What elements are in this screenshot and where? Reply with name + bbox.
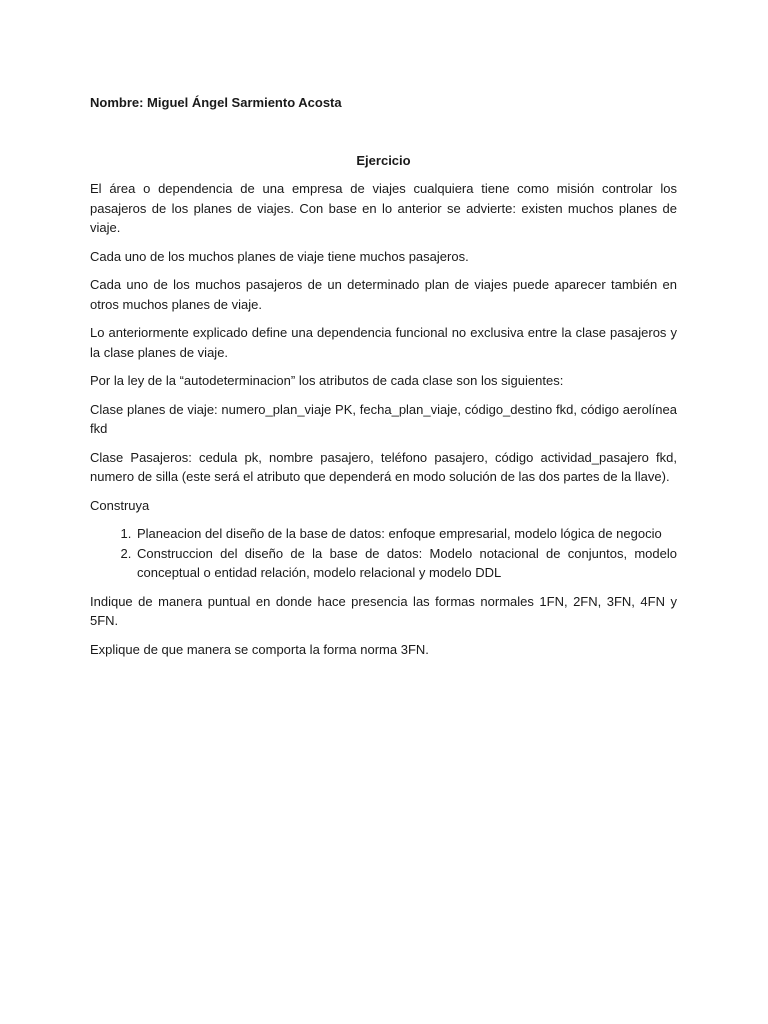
paragraph-passengers-plans: Cada uno de los muchos pasajeros de un determinado plan de viajes puede aparecer también en otros muchos planes de viaje. [90, 277, 677, 312]
paragraph-attributes-intro: Por la ley de la “autodeterminacion” los atributos de cada clase son los siguientes: [90, 373, 564, 388]
paragraph-explain-3fn: Explique de que manera se comporta la forma norma 3FN. [90, 641, 429, 657]
paragraph-normal-forms: Indique de manera puntual en donde hace presencia las formas normales 1FN, 2FN, 3FN, 4FN y 5FN. [90, 593, 677, 628]
paragraph-class-passengers: Clase Pasajeros: cedula pk, nombre pasajero, teléfono pasajero, código actividad_pasajero fkd, numero de silla (este será el atributo que dependerá en modo solución de las dos partes de la llave). [90, 449, 677, 484]
author-name-line: Nombre: Miguel Ángel Sarmiento Acosta [90, 95, 342, 110]
numbered-list [90, 524, 677, 583]
paragraph-plans-passengers: Cada uno de los muchos planes de viaje tiene muchos pasajeros. [90, 248, 469, 264]
paragraph-class-plans: Clase planes de viaje: numero_plan_viaje PK, fecha_plan_viaje, código_destino fkd, código aerolínea fkd [90, 401, 677, 436]
paragraph-construya: Construya [90, 497, 150, 513]
list-item: 1. Planeacion del diseño de la base de datos: enfoque empresarial, modelo lógica de negocio [135, 524, 677, 544]
list-item: 2. Construccion del diseño de la base de datos: Modelo notacional de conjuntos, modelo conceptual o entidad relación, modelo relacional y modelo DDL [135, 544, 677, 583]
paragraph-functional-dependency: Lo anteriormente explicado define una dependencia funcional no exclusiva entre la clase pasajeros y la clase planes de viaje. [90, 325, 677, 360]
document-title: Ejercicio [356, 152, 411, 168]
paragraph-intro: El área o dependencia de una empresa de viajes cualquiera tiene como misión controlar los pasajeros de los planes de viajes. Con base en lo anterior se advierte: existen muchos planes de viaje. [90, 181, 677, 235]
document-body [90, 93, 677, 659]
